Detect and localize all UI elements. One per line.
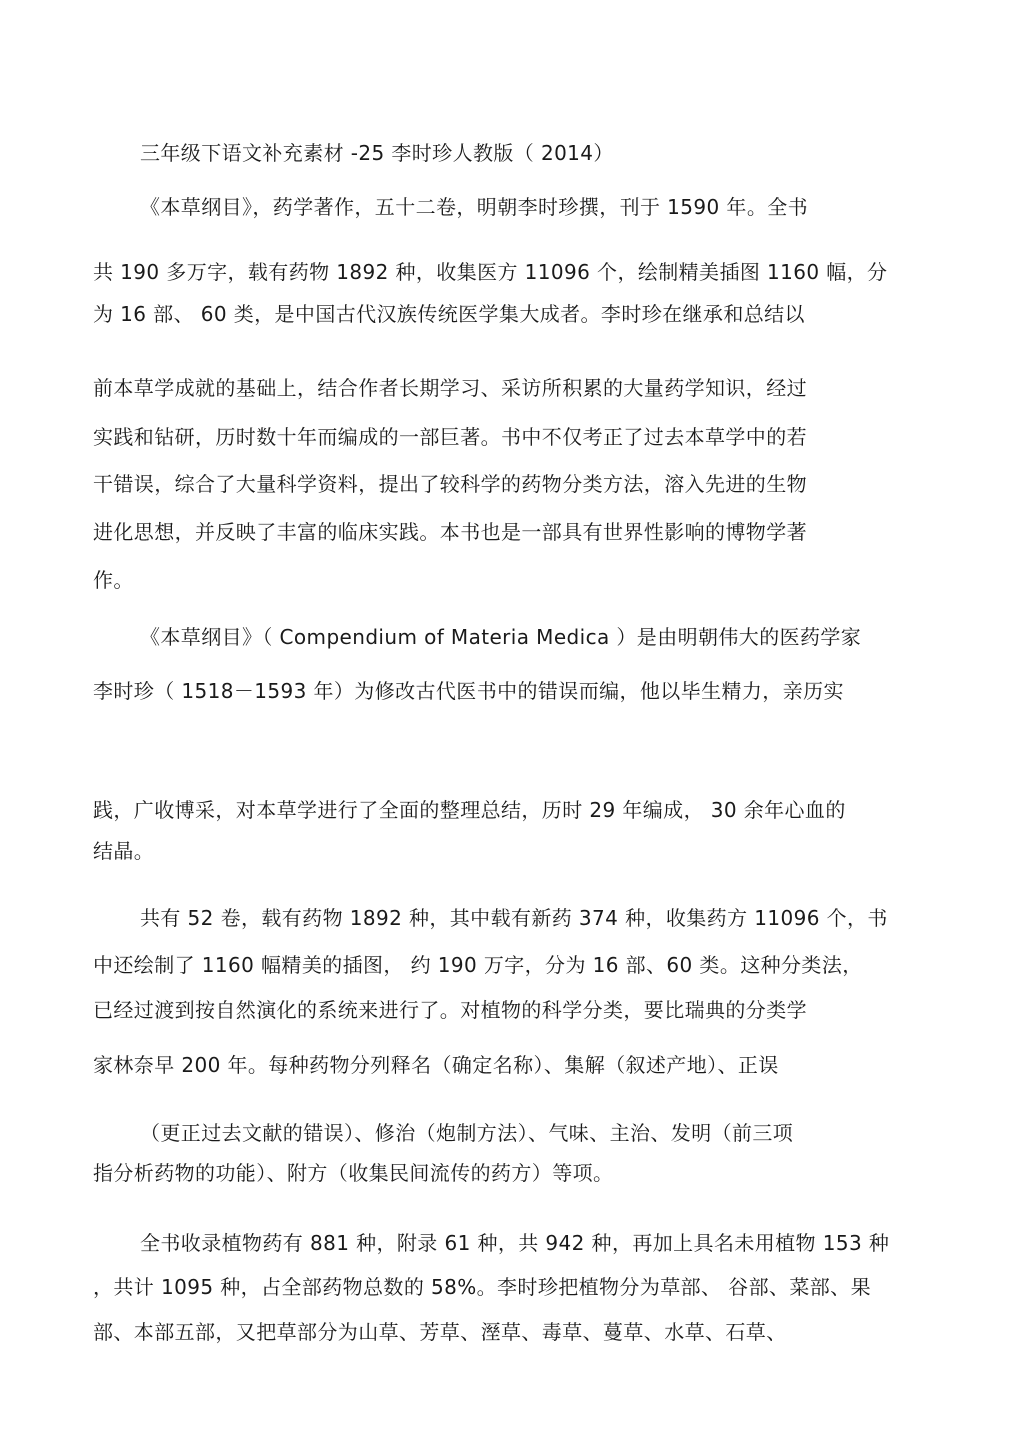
text-line: 结晶。 (93, 839, 155, 863)
text-line: 共 190 多万字，载有药物 1892 种，收集医方 11096 个，绘制精美插图 1160 幅，分 (93, 260, 888, 284)
text-line: ，共计 1095 种，占全部药物总数的 58%。李时珍把植物分为草部、 谷部、菜部、果 (93, 1275, 871, 1299)
text-line: 已经过渡到按自然演化的系统来进行了。对植物的科学分类，要比瑞典的分类学 (93, 998, 807, 1022)
text-line: 李时珍（ 1518－1593 年）为修改古代医书中的错误而编，他以毕生精力，亲历实 (93, 679, 844, 703)
text-line: （更正过去文献的错误）、修治（炮制方法）、气味、主治、发明（前三项 (140, 1121, 794, 1145)
text-line: 干错误，综合了大量科学资料，提出了较科学的药物分类方法，溶入先进的生物 (93, 472, 807, 496)
text-line: 部、本部五部，又把草部分为山草、芳草、溼草、毒草、蔓草、水草、石草、 (93, 1320, 787, 1344)
text-line: 实践和钻研，历时数十年而编成的一部巨著。书中不仅考正了过去本草学中的若 (93, 425, 807, 449)
text-line: 《本草纲目》（ Compendium of Materia Medica ）是由明朝伟大的医药学家 (140, 625, 862, 649)
text-line: 进化思想，并反映了丰富的临床实践。本书也是一部具有世界性影响的博物学著 (93, 520, 807, 544)
text-line: 《本草纲目》，药学著作，五十二卷，明朝李时珍撰，刊于 1590 年。全书 (140, 195, 809, 219)
text-line: 中还绘制了 1160 幅精美的插图， 约 190 万字，分为 16 部、60 类。这种分类法， (93, 953, 863, 977)
text-line: 践，广收博采，对本草学进行了全面的整理总结，历时 29 年编成， 30 余年心血的 (93, 798, 846, 822)
text-line: 家林奈早 200 年。每种药物分列释名（确定名称）、集解（叙述产地）、正误 (93, 1053, 779, 1077)
text-line: 指分析药物的功能）、附方（收集民间流传的药方）等项。 (93, 1161, 614, 1185)
text-line: 为 16 部、 60 类，是中国古代汉族传统医学集大成者。李时珍在继承和总结以 (93, 302, 805, 326)
text-line: 共有 52 卷，载有药物 1892 种，其中载有新药 374 种，收集药方 11096 个，书 (140, 906, 888, 930)
text-line: 全书收录植物药有 881 种，附录 61 种，共 942 种，再加上具名未用植物 153 种 (140, 1231, 890, 1255)
text-line: 前本草学成就的基础上，结合作者长期学习、采访所积累的大量药学知识，经过 (93, 376, 807, 400)
text-line: 作。 (93, 568, 134, 592)
document-title: 三年级下语文补充素材 -25 李时珍人教版（ 2014） (140, 141, 614, 165)
